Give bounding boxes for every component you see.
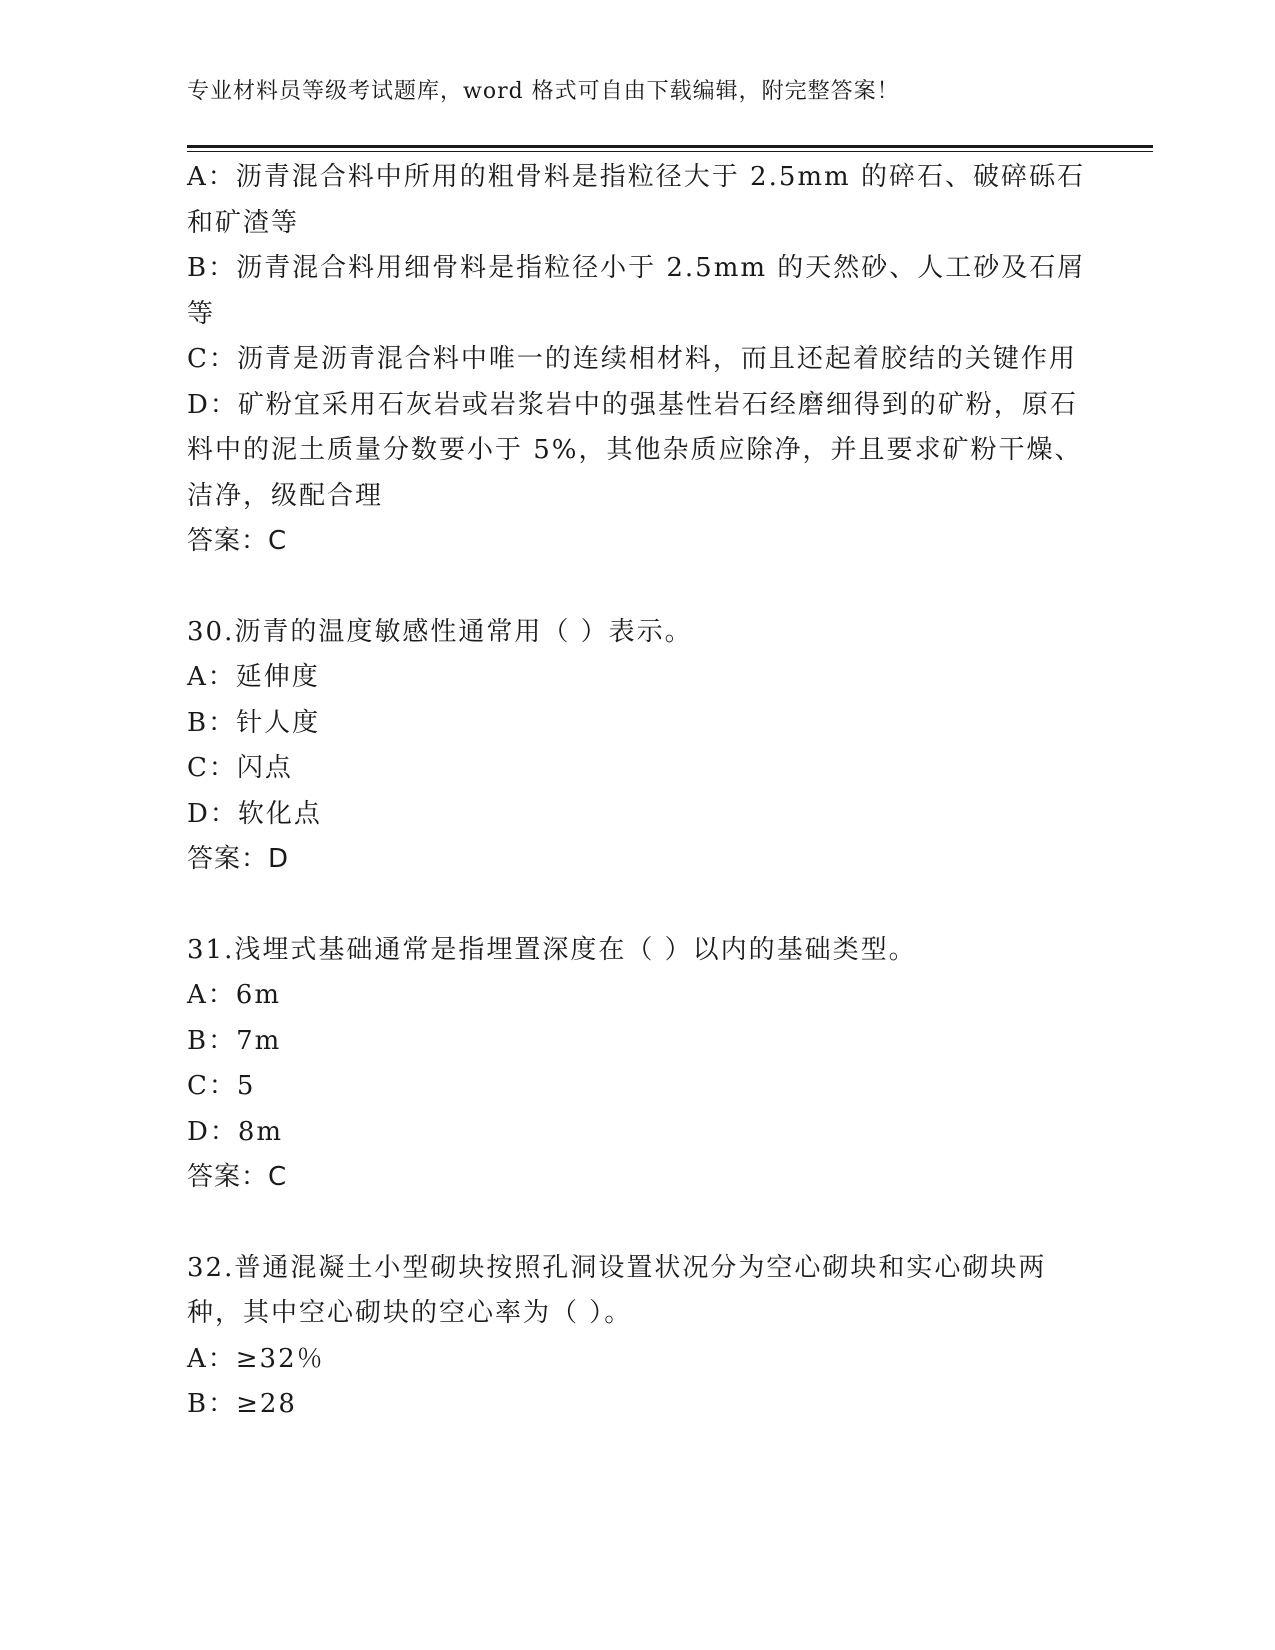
option-b: B：沥青混合料用细骨料是指粒径小于 2.5mm 的天然砂、人工砂及石屑等 [187, 253, 1086, 329]
option-d: D：矿粉宜采用石灰岩或岩浆岩中的强基性岩石经磨细得到的矿粉，原石料中的泥土质量分数要小于 5%，其他杂质应除净，并且要求矿粉干燥、洁净，级配合理 [187, 389, 1083, 511]
spacer [187, 883, 1087, 928]
option-c: C：闪点 [187, 753, 293, 783]
option-b: B：≥28 [187, 1389, 297, 1419]
option-a: A：延伸度 [187, 662, 320, 692]
spacer [187, 1201, 1087, 1246]
header-rule-thick [187, 145, 1153, 148]
option-a: A：沥青混合料中所用的粗骨料是指粒径大于 2.5mm 的碎石、破碎砾石和矿渣等 [187, 162, 1085, 238]
option-d: D：软化点 [187, 798, 322, 829]
header-rule-thin [187, 151, 1153, 152]
option-b: B：针人度 [187, 707, 321, 738]
option-a: A：≥32％ [187, 1343, 325, 1374]
option-a: A：6m [187, 980, 281, 1010]
question-stem: 32.普通混凝土小型砌块按照孔洞设置状况分为空心砌块和实心砌块两种，其中空心砌块的空心率为（ ）。 [187, 1252, 1047, 1328]
spacer [187, 565, 1087, 610]
question-stem: 31.浅埋式基础通常是指埋置深度在（ ）以内的基础类型。 [187, 934, 917, 965]
option-d: D：8m [187, 1116, 284, 1147]
option-c: C：5 [187, 1071, 256, 1101]
page-content [187, 155, 1087, 1428]
answer: 答案：D [187, 844, 290, 874]
answer: 答案：C [187, 1162, 288, 1192]
answer: 答案：C [187, 526, 288, 556]
question-stem: 30.沥青的温度敏感性通常用（ ）表示。 [187, 616, 693, 647]
option-b: B：7m [187, 1025, 282, 1056]
page-header: 专业材料员等级考试题库，word 格式可自由下载编辑，附完整答案！ [187, 79, 900, 104]
option-c: C：沥青是沥青混合料中唯一的连续相材料，而且还起着胶结的关键作用 [187, 344, 1077, 374]
